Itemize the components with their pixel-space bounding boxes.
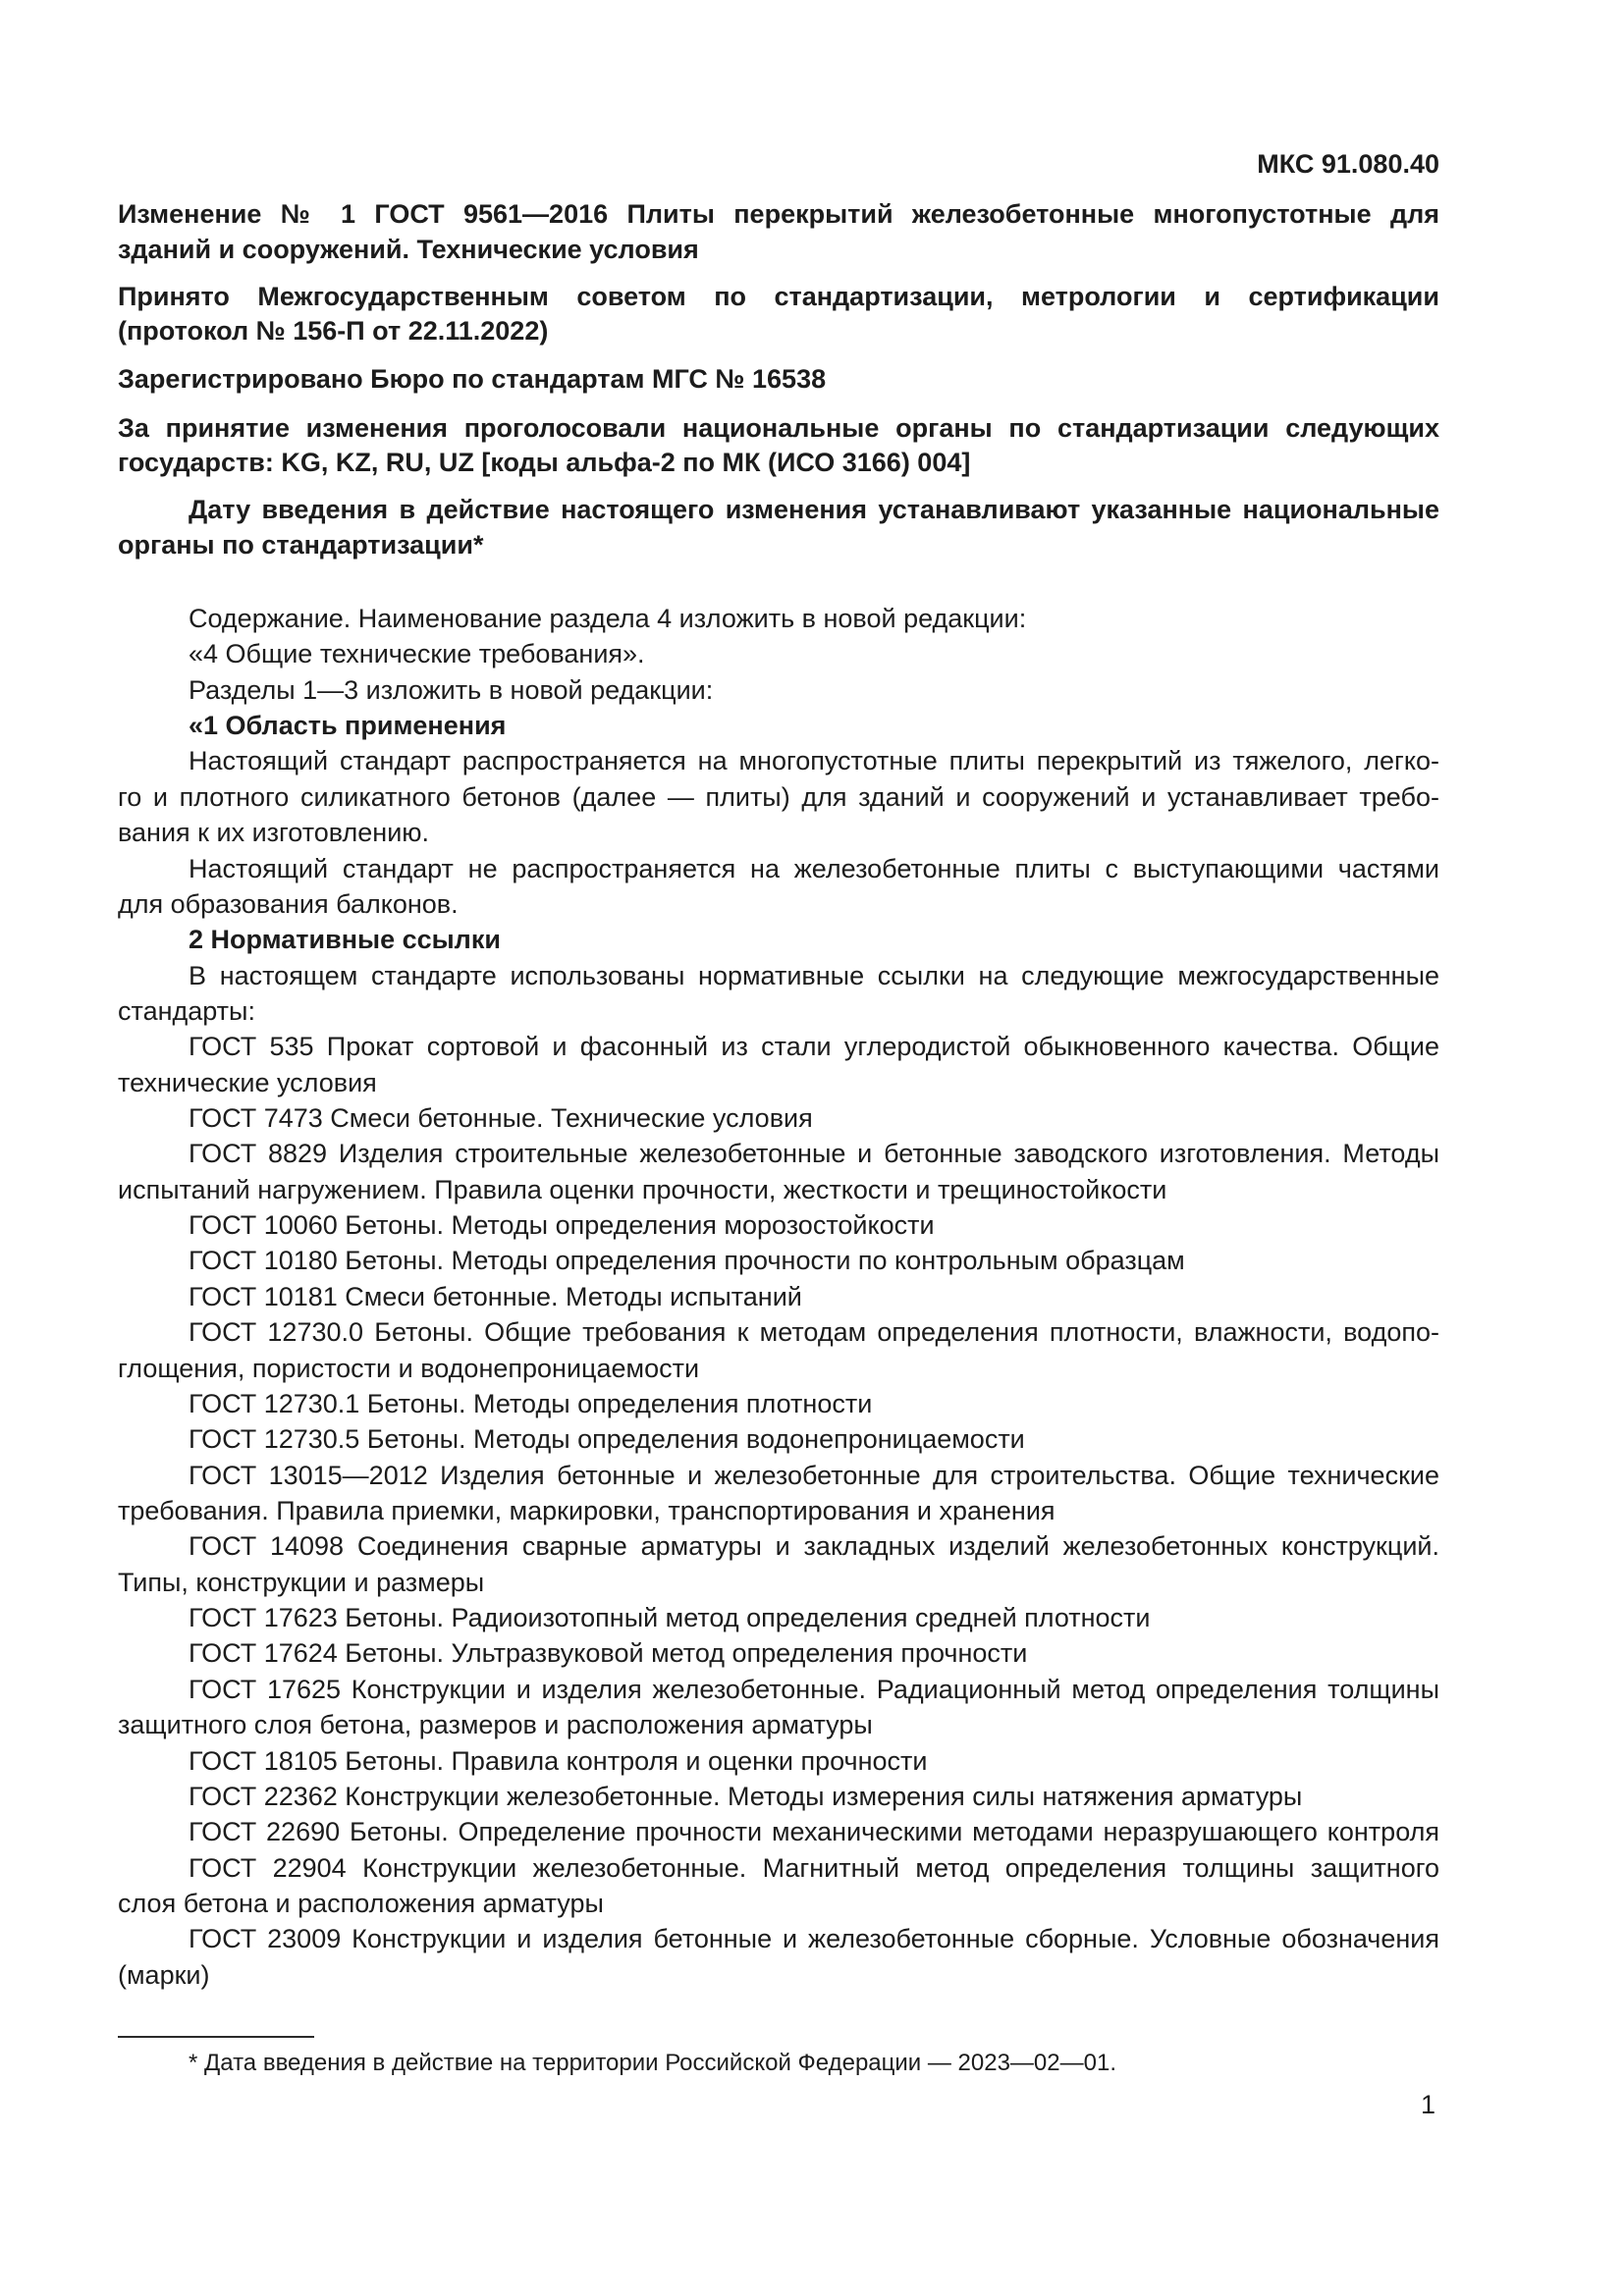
reference-line: ГОСТ 14098 Соединения сварные арматуры и закладных изделий железобетонных конструкций. [189, 1531, 1439, 1562]
document-title-line: зданий и сооружений. Технические условия [118, 235, 699, 264]
effective-date-line: Дату введения в действие настоящего изменения устанавливают указанные национальные [189, 495, 1439, 524]
body-line: В настоящем стандарте использованы нормативные ссылки на следующие межгосударственные [189, 960, 1439, 990]
reference-line: ГОСТ 17625 Конструкции и изделия железобетонные. Радиационный метод определения толщины [189, 1674, 1439, 1704]
reference-line: ГОСТ 17624 Бетоны. Ультразвуковой метод определения прочности [189, 1638, 1028, 1669]
footnote-divider [118, 2036, 314, 2038]
reference-line: глощения, пористости и водонепроницаемости [118, 1353, 700, 1383]
reference-line: требования. Правила приемки, маркировки, транспортирования и хранения [118, 1495, 1056, 1525]
reference-line: слоя бетона и расположения арматуры [118, 1888, 604, 1918]
effective-date-line: органы по стандартизации* [118, 530, 484, 560]
body-line: Содержание. Наименование раздела 4 изложить в новой редакции: [189, 604, 1027, 633]
body-line: для образования балконов. [118, 888, 459, 919]
reference-line: ГОСТ 8829 Изделия строительные железобетонные и бетонные заводского изготовления. Методы [189, 1139, 1439, 1169]
reference-line: ГОСТ 22362 Конструкции железобетонные. Методы измерения силы натяжения арматуры [189, 1781, 1303, 1811]
body-line: стандарты: [118, 995, 255, 1026]
body-line: «4 Общие технические требования». [189, 639, 645, 669]
voting-line: государств: KG, KZ, RU, UZ [коды альфа-2 по МК (ИСО 3166) 004] [118, 448, 971, 477]
reference-line: ГОСТ 10181 Смеси бетонные. Методы испытаний [189, 1281, 802, 1311]
body-line: вания к их изготовлению. [118, 818, 430, 848]
reference-line: ГОСТ 12730.0 Бетоны. Общие требования к методам определения плотности, влажности, водопо- [189, 1317, 1439, 1348]
reference-line: ГОСТ 10180 Бетоны. Методы определения прочности по контрольным образцам [189, 1246, 1185, 1276]
reference-line: испытаний нагружением. Правила оценки прочности, жесткости и трещиностойкости [118, 1174, 1167, 1204]
reference-line: ГОСТ 18105 Бетоны. Правила контроля и оценки прочности [189, 1745, 928, 1776]
body-line: Настоящий стандарт не распространяется на железобетонные плиты с выступающими частями [189, 853, 1439, 883]
reference-line: ГОСТ 17623 Бетоны. Радиоизотопный метод определения средней плотности [189, 1603, 1151, 1633]
reference-line: ГОСТ 22904 Конструкции железобетонные. Магнитный метод определения толщины защитного [189, 1852, 1439, 1883]
reference-line: Типы, конструкции и размеры [118, 1567, 485, 1597]
reference-line: защитного слоя бетона, размеров и расположения арматуры [118, 1710, 873, 1740]
footnote: * Дата введения в действие на территории Российской Федерации — 2023—02—01. [189, 2050, 1116, 2076]
section-heading: 2 Нормативные ссылки [189, 925, 501, 955]
reference-line: ГОСТ 10060 Бетоны. Методы определения морозостойкости [189, 1210, 935, 1241]
reference-line: ГОСТ 23009 Конструкции и изделия бетонные и железобетонные сборные. Условные обозначения [189, 1924, 1439, 1954]
registration-line: Зарегистрировано Бюро по стандартам МГС № 16538 [118, 364, 827, 394]
classification-code: МКС 91.080.40 [1257, 149, 1439, 179]
reference-line: ГОСТ 12730.1 Бетоны. Методы определения плотности [189, 1388, 873, 1418]
body-line: Настоящий стандарт распространяется на многопустотные плиты перекрытий из тяжелого, легко- [189, 746, 1439, 776]
section-heading: «1 Область применения [189, 711, 507, 741]
amendment-body [118, 601, 1439, 1993]
reference-line: ГОСТ 12730.5 Бетоны. Методы определения водонепроницаемости [189, 1424, 1025, 1455]
body-line: го и плотного силикатного бетонов (далее — плиты) для зданий и сооружений и устанавливает требо- [118, 781, 1439, 812]
reference-line: ГОСТ 535 Прокат сортовой и фасонный из стали углеродистой обыкновенного качества. Общие [189, 1032, 1439, 1062]
reference-line: технические условия [118, 1067, 377, 1097]
voting-line: За принятие изменения проголосовали национальные органы по стандартизации следующих [118, 413, 1439, 443]
reference-line: ГОСТ 13015—2012 Изделия бетонные и железобетонные для строительства. Общие технические [189, 1460, 1439, 1490]
body-line: Разделы 1—3 изложить в новой редакции: [189, 674, 714, 705]
reference-line: ГОСТ 22690 Бетоны. Определение прочности механическими методами неразрушающего контроля [189, 1817, 1439, 1847]
page-number: 1 [1420, 2090, 1435, 2119]
reference-line: ГОСТ 7473 Смеси бетонные. Технические условия [189, 1103, 813, 1134]
adoption-line: (протокол № 156-П от 22.11.2022) [118, 316, 549, 346]
reference-line: (марки) [118, 1959, 210, 1990]
document-title-line: Изменение № 1 ГОСТ 9561—2016 Плиты перекрытий железобетонные многопустотные для [118, 199, 1439, 229]
adoption-line: Принято Межгосударственным советом по стандартизации, метрологии и сертификации [118, 282, 1439, 311]
